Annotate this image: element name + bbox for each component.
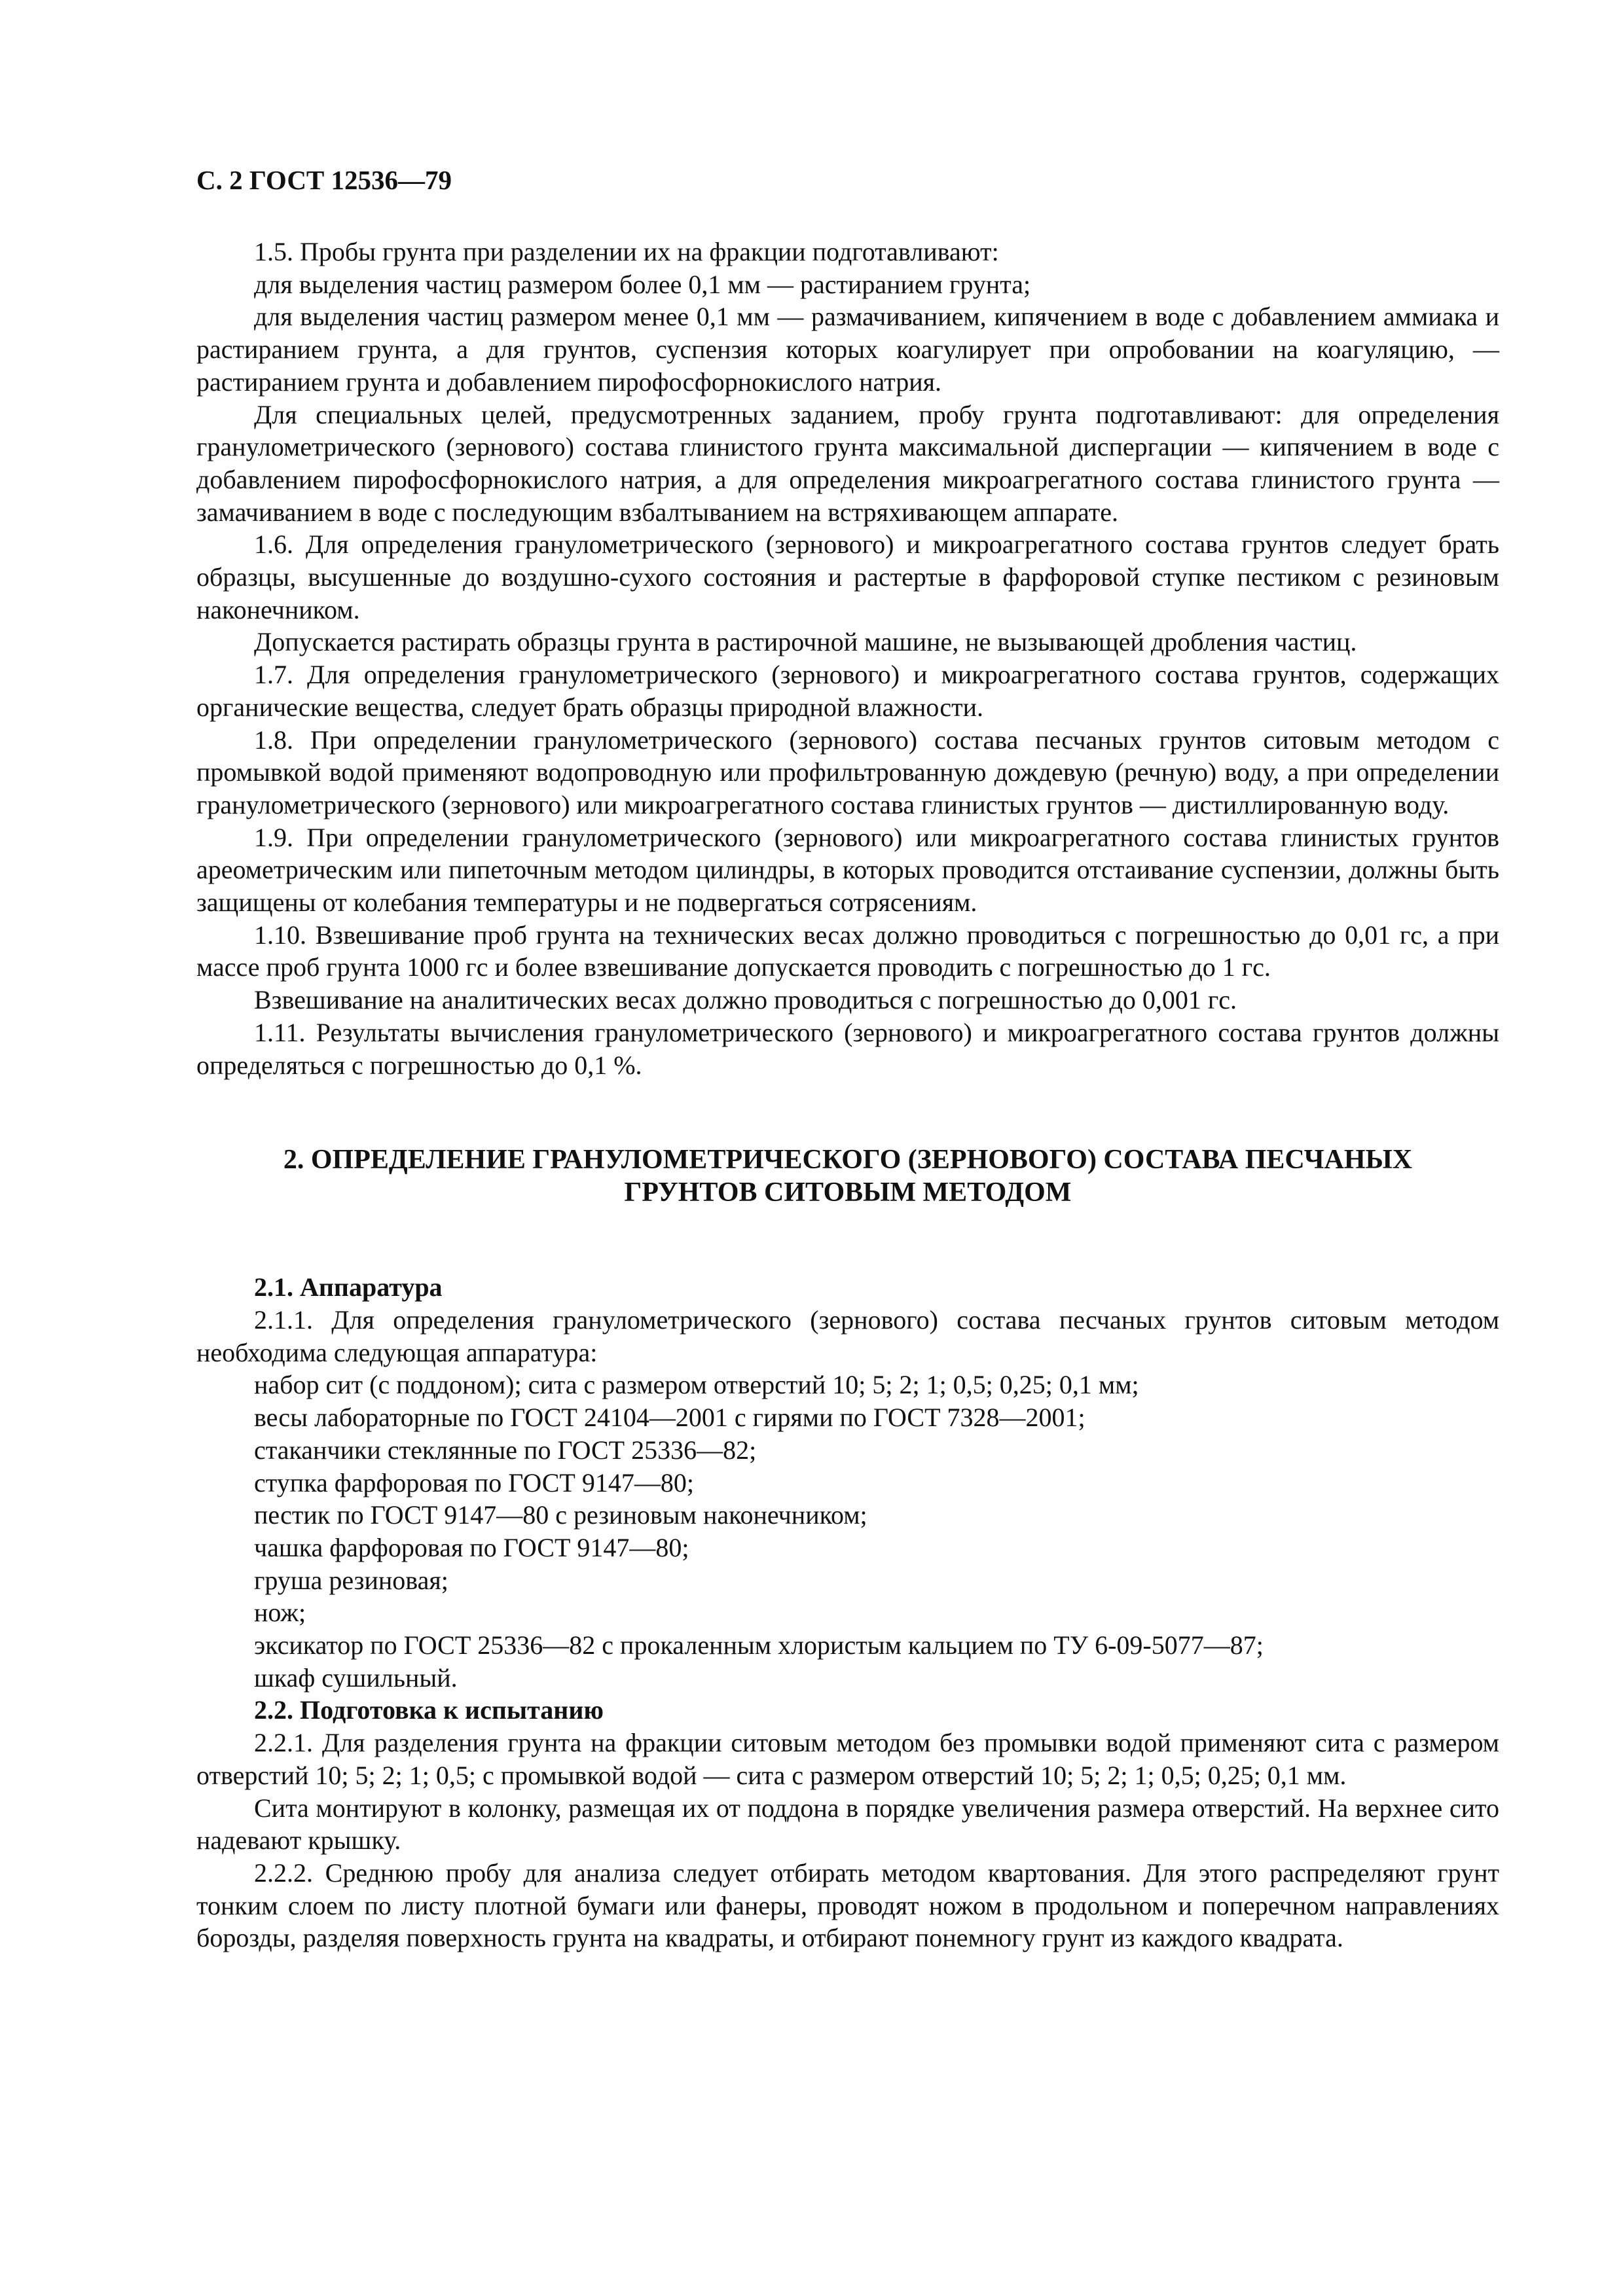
list-item: стаканчики стеклянные по ГОСТ 25336—82;	[254, 1435, 757, 1465]
paragraph-1-9: 1.9. При определении гранулометрического (зернового) или микроагрегатного состава глинистых грунтов ареометрическим или пипеточным методом цилиндры, в которых проводится отстаивание суспензии, должны быть защищены от колебания температуры и не подвергаться сотрясениям.	[196, 822, 1499, 918]
paragraph-1-6: 1.6. Для определения гранулометрического (зернового) и микроагрегатного состава грунтов следует брать образцы, высушенные до воздушно-сухого состояния и растертые в фарфоровой ступке пестиком с резиновым наконечником.	[196, 529, 1499, 624]
paragraph-1-10-note: Взвешивание на аналитических весах должно проводиться с погрешностью до 0,001 гс.	[254, 985, 1237, 1015]
document-page	[196, 164, 1499, 1954]
apparatus-list	[196, 1369, 1499, 1694]
paragraph-2-2-1: 2.2.1. Для разделения грунта на фракции ситовым методом без промывки водой применяют сита с размером отверстий 10; 5; 2; 1; 0,5; с промывкой водой — сита с размером отверстий 10; 5; 2; 1; 0,5; 0,25; 0,1 мм.	[196, 1728, 1499, 1790]
paragraph-1-10: 1.10. Взвешивание проб грунта на технических весах должно проводиться с погрешностью до 0,01 гс, а при массе проб грунта 1000 гс и более взвешивание допускается проводить с погрешностью до 1 гс.	[196, 920, 1499, 982]
paragraph-2-2-2: 2.2.2. Среднюю пробу для анализа следует отбирать методом квартования. Для этого распределяют грунт тонким слоем по листу плотной бумаги или фанеры, проводят ножом в продольном и поперечном направлениях борозды, разделяя поверхность грунта на квадраты, и отбирают понемногу грунт из каждого квадрата.	[196, 1857, 1499, 1953]
list-item: груша резиновая;	[254, 1565, 448, 1595]
paragraph-1-5: 1.5. Пробы грунта при разделении их на фракции подготавливают:	[254, 237, 999, 266]
paragraph-1-5-special: Для специальных целей, предусмотренных заданием, пробу грунта подготавливают: для определения гранулометрического (зернового) состава глинистого грунта максимальной диспергации — кипячением в воде с добавлением пирофосфорнокислого натрия, а для определения микроагрегатного состава глинистого грунта — замачиванием в воде с последующим взбалтыванием на встряхивающем аппарате.	[196, 399, 1499, 527]
apparatus-heading: 2.1. Аппаратура	[254, 1272, 443, 1302]
list-item: нож;	[254, 1598, 306, 1628]
preparation-heading: 2.2. Подготовка к испытанию	[254, 1695, 604, 1725]
paragraph-1-5-b: для выделения частиц размером менее 0,1 мм — размачиванием, кипячением в воде с добавлением аммиака и растиранием грунта, а для грунтов, суспензия которых коагулирует при опробовании на коагуляцию, — растиранием грунта и добавлением пирофосфорнокислого натрия.	[196, 302, 1499, 397]
paragraph-1-6-note: Допускается растирать образцы грунта в растирочной машине, не вызывающей дробления частиц.	[254, 627, 1357, 657]
paragraph-2-2-1-note: Сита монтируют в колонку, размещая их от поддона в порядке увеличения размера отверстий. На верхнее сито надевают крышку.	[196, 1793, 1499, 1856]
section-2-title-line-1: 2. ОПРЕДЕЛЕНИЕ ГРАНУЛОМЕТРИЧЕСКОГО (ЗЕРНОВОГО) СОСТАВА ПЕСЧАНЫХ	[283, 1145, 1413, 1175]
list-item: набор сит (с поддоном); сита с размером отверстий 10; 5; 2; 1; 0,5; 0,25; 0,1 мм;	[254, 1370, 1139, 1400]
list-item: эксикатор по ГОСТ 25336—82 с прокаленным хлористым кальцием по ТУ 6-09-5077—87;	[254, 1630, 1264, 1660]
list-item: весы лабораторные по ГОСТ 24104—2001 с гирями по ГОСТ 7328—2001;	[254, 1403, 1085, 1433]
paragraph-1-7: 1.7. Для определения гранулометрического (зернового) и микроагрегатного состава грунтов, содержащих органические вещества, следует брать образцы природной влажности.	[196, 660, 1499, 722]
apparatus-intro: 2.1.1. Для определения гранулометрического (зернового) состава песчаных грунтов ситовым методом необходима следующая аппаратура:	[196, 1304, 1499, 1367]
running-head: С. 2 ГОСТ 12536—79	[196, 165, 452, 195]
paragraph-1-8: 1.8. При определении гранулометрического (зернового) состава песчаных грунтов ситовым методом с промывкой водой применяют водопроводную или профильтрованную дождевую (речную) воду, а при определении гранулометрического (зернового) или микроагрегатного состава глинистых грунтов — дистиллированную воду.	[196, 725, 1499, 819]
paragraph-1-11: 1.11. Результаты вычисления гранулометрического (зернового) и микроагрегатного состава грунтов должны определяться с погрешностью до 0,1 %.	[196, 1017, 1499, 1080]
list-item: ступка фарфоровая по ГОСТ 9147—80;	[254, 1467, 694, 1498]
list-item: пестик по ГОСТ 9147—80 с резиновым наконечником;	[254, 1500, 867, 1530]
paragraph-1-5-a: для выделения частиц размером более 0,1 мм — растиранием грунта;	[254, 269, 1031, 299]
list-item: чашка фарфоровая по ГОСТ 9147—80;	[254, 1532, 689, 1562]
section-2-body	[196, 1271, 1499, 1954]
section-2-title-line-2: ГРУНТОВ СИТОВЫМ МЕТОДОМ	[624, 1177, 1072, 1208]
list-item: шкаф сушильный.	[254, 1662, 458, 1693]
section-1-body	[196, 236, 1499, 1081]
section-2-title	[196, 1143, 1499, 1209]
